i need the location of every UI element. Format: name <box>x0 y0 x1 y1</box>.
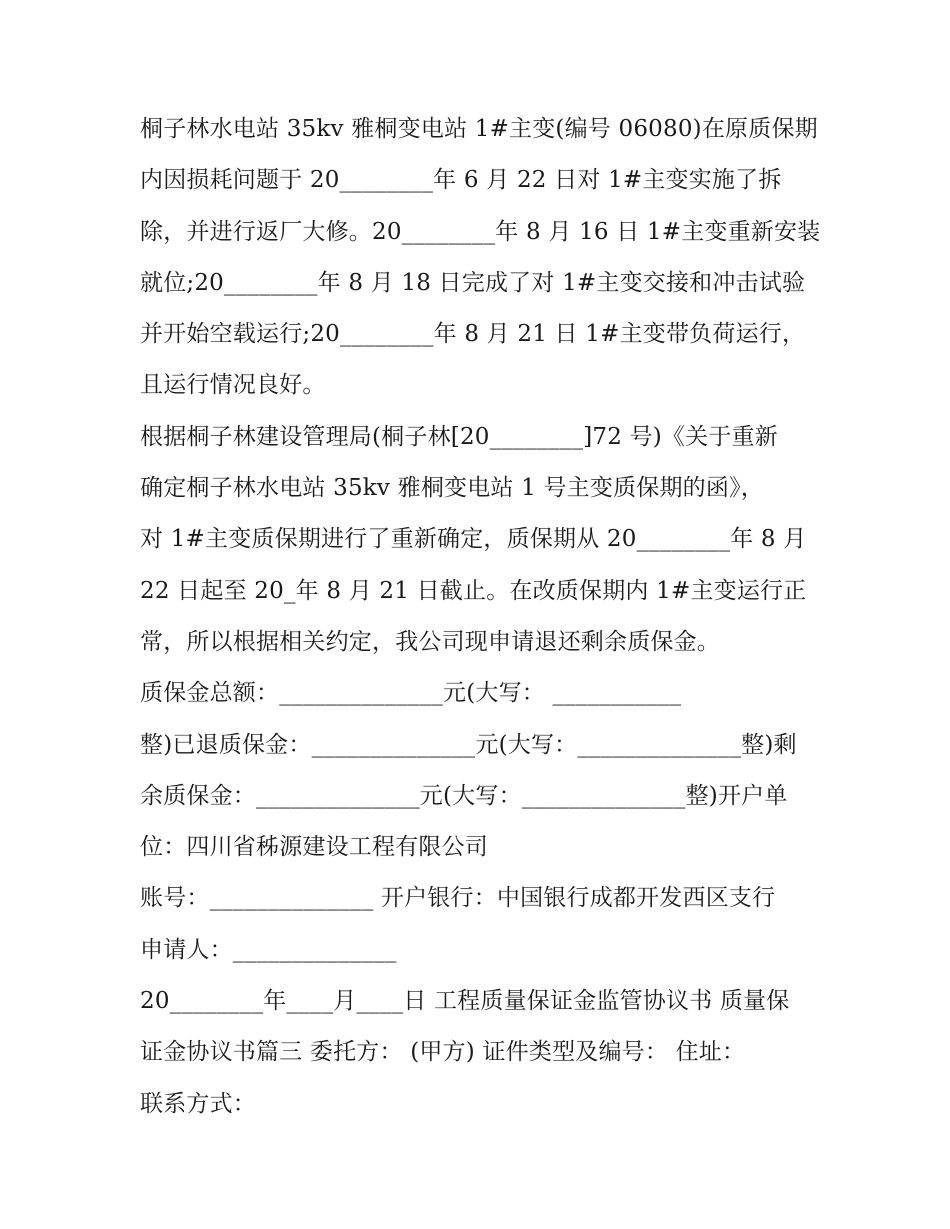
text-line: 常，所以根据相关约定，我公司现申请退还剩余质保金。 <box>140 628 720 655</box>
document-body <box>140 104 820 1130</box>
text-line: 内因损耗问题于 20________年 6 月 22 日对 1#主变实施了拆 <box>140 167 782 194</box>
text-line: 质保金总额：______________元(大写： ___________ <box>140 680 682 707</box>
text-line: 位：四川省秭源建设工程有限公司 <box>140 834 488 861</box>
text-line: 联系方式： <box>140 1090 256 1117</box>
text-line: 对 1#主变质保期进行了重新确定，质保期从 20________年 8 月 <box>140 526 807 553</box>
text-line: 确定桐子林水电站 35kv 雅桐变电站 1 号主变质保期的函》， <box>140 475 764 502</box>
text-line: 整)已退质保金：______________元(大写：______________整)剩 <box>140 731 797 758</box>
text-line: 申请人：______________ <box>140 936 397 963</box>
text-line: 桐子林水电站 35kv 雅桐变电站 1#主变(编号 06080)在原质保期 <box>140 116 818 142</box>
text-line: 并开始空载运行;20________年 8 月 21 日 1#主变带负荷运行， <box>140 321 806 348</box>
text-line: 就位;20________年 8 月 18 日完成了对 1#主变交接和冲击试验 <box>140 269 806 296</box>
text-line: 22 日起至 20_年 8 月 21 日截止。在改质保期内 1#主变运行正 <box>140 577 807 604</box>
text-line: 余质保金：______________元(大写：______________整)开户单 <box>140 782 788 809</box>
text-line: 且运行情况良好。 <box>140 372 326 399</box>
text-line: 根据桐子林建设管理局(桐子林[20________]72 号)《关于重新 <box>140 423 778 450</box>
text-line: 除，并进行返厂大修。20________年 8 月 16 日 1#主变重新安装 <box>140 218 821 245</box>
text-line: 账号：______________ 开户银行：中国银行成都开发西区支行 <box>140 885 776 912</box>
text-line: 20________年____月____日 工程质量保证金监管协议书 质量保 <box>140 988 790 1015</box>
text-line: 证金协议书篇三 委托方： (甲方) 证件类型及编号： 住址： <box>140 1039 746 1066</box>
